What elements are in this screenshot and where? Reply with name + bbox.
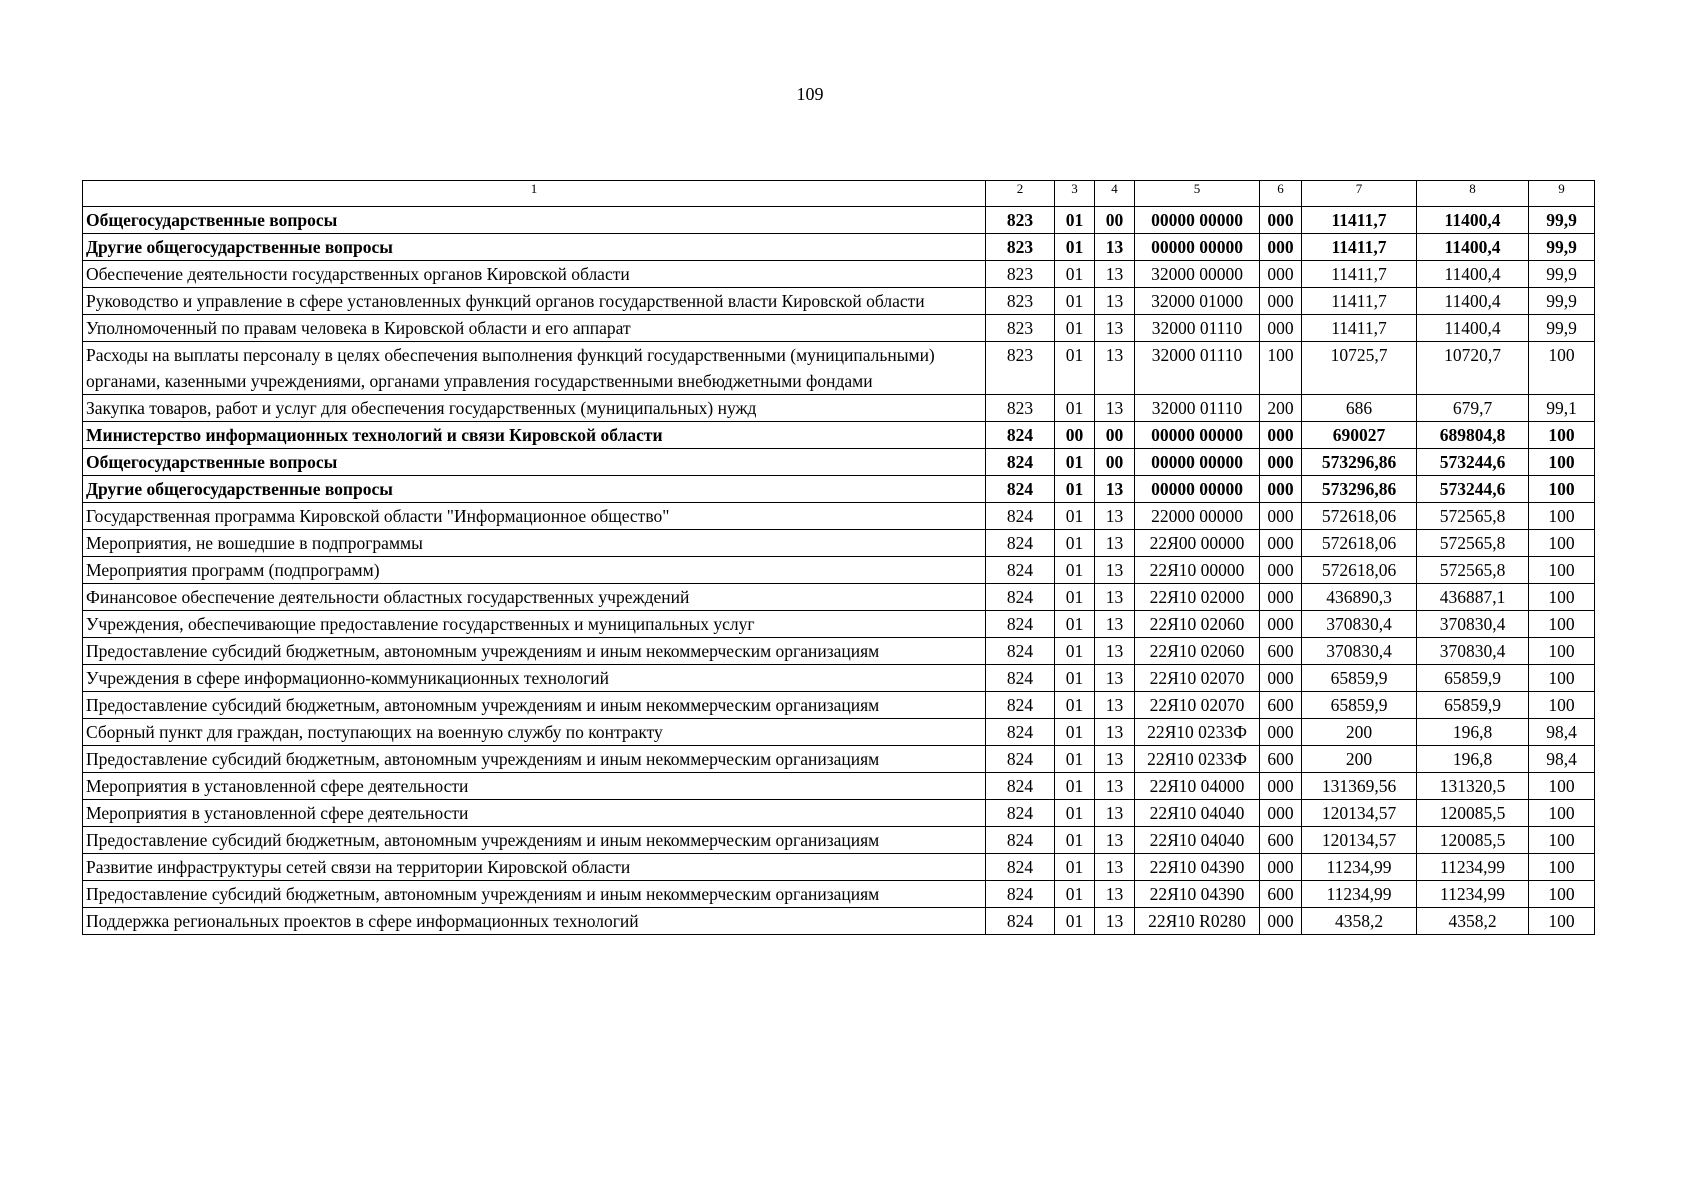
subsection-cell: 13	[1095, 908, 1135, 935]
item-name-cell: Учреждения, обеспечивающие предоставление государственных и муниципальных услуг	[83, 611, 986, 638]
column-header: 9	[1529, 181, 1595, 207]
target-code-cell: 22Я10 04040	[1135, 800, 1260, 827]
item-name-cell: Предоставление субсидий бюджетным, автономным учреждениям и иным некоммерческим организациям	[83, 881, 986, 908]
item-name-cell: Министерство информационных технологий и связи Кировской области	[83, 422, 986, 449]
code-cell: 824	[986, 746, 1055, 773]
subsection-cell: 13	[1095, 827, 1135, 854]
header-row	[83, 181, 1595, 207]
section-cell: 01	[1055, 395, 1095, 422]
section-cell: 01	[1055, 800, 1095, 827]
planned-cell: 120134,57	[1302, 827, 1417, 854]
table-row	[83, 261, 1595, 288]
percent-cell: 98,4	[1529, 746, 1595, 773]
actual-cell: 436887,1	[1417, 584, 1529, 611]
section-cell: 01	[1055, 207, 1095, 234]
expense-type-cell: 000	[1260, 773, 1302, 800]
code-cell: 824	[986, 503, 1055, 530]
percent-cell: 99,1	[1529, 395, 1595, 422]
code-cell: 823	[986, 315, 1055, 342]
item-name-cell: Руководство и управление в сфере установленных функций органов государственной власти Кировской области	[83, 288, 986, 315]
subsection-cell: 13	[1095, 234, 1135, 261]
section-cell: 01	[1055, 315, 1095, 342]
item-name-cell: Финансовое обеспечение деятельности областных государственных учреждений	[83, 584, 986, 611]
subsection-cell: 13	[1095, 261, 1135, 288]
item-name-cell: Государственная программа Кировской области "Информационное общество"	[83, 503, 986, 530]
code-cell: 824	[986, 854, 1055, 881]
column-header: 7	[1302, 181, 1417, 207]
code-cell: 824	[986, 530, 1055, 557]
section-cell: 01	[1055, 665, 1095, 692]
code-cell: 824	[986, 611, 1055, 638]
percent-cell: 100	[1529, 881, 1595, 908]
planned-cell: 11411,7	[1302, 261, 1417, 288]
planned-cell: 4358,2	[1302, 908, 1417, 935]
percent-cell: 100	[1529, 476, 1595, 503]
section-cell: 01	[1055, 557, 1095, 584]
column-header: 2	[986, 181, 1055, 207]
budget-table	[82, 180, 1595, 935]
code-cell: 824	[986, 557, 1055, 584]
table-row	[83, 395, 1595, 422]
subsection-cell: 13	[1095, 719, 1135, 746]
target-code-cell: 32000 01110	[1135, 395, 1260, 422]
expense-type-cell: 000	[1260, 315, 1302, 342]
target-code-cell: 22Я10 02060	[1135, 611, 1260, 638]
table-body	[83, 181, 1595, 935]
actual-cell: 679,7	[1417, 395, 1529, 422]
expense-type-cell: 000	[1260, 288, 1302, 315]
column-header: 1	[83, 181, 986, 207]
planned-cell: 572618,06	[1302, 557, 1417, 584]
target-code-cell: 22Я10 02060	[1135, 638, 1260, 665]
table-row	[83, 315, 1595, 342]
item-name-cell: Предоставление субсидий бюджетным, автономным учреждениям и иным некоммерческим организациям	[83, 827, 986, 854]
item-name-cell: Предоставление субсидий бюджетным, автономным учреждениям и иным некоммерческим организациям	[83, 746, 986, 773]
item-name-cell: Общегосударственные вопросы	[83, 449, 986, 476]
item-name-cell: Развитие инфраструктуры сетей связи на территории Кировской области	[83, 854, 986, 881]
section-cell: 01	[1055, 719, 1095, 746]
target-code-cell: 22Я10 04390	[1135, 854, 1260, 881]
percent-cell: 100	[1529, 665, 1595, 692]
code-cell: 824	[986, 773, 1055, 800]
subsection-cell: 00	[1095, 422, 1135, 449]
planned-cell: 690027	[1302, 422, 1417, 449]
planned-cell: 436890,3	[1302, 584, 1417, 611]
subsection-cell: 13	[1095, 854, 1135, 881]
table-row	[83, 746, 1595, 773]
section-cell: 01	[1055, 611, 1095, 638]
section-cell: 01	[1055, 692, 1095, 719]
planned-cell: 65859,9	[1302, 665, 1417, 692]
expense-type-cell: 200	[1260, 395, 1302, 422]
percent-cell: 100	[1529, 773, 1595, 800]
item-name-cell: Расходы на выплаты персоналу в целях обеспечения выполнения функций государственными (муниципальными) органами, казенными учреждениями, органами управления государственными внебюджетными фондами	[83, 342, 986, 395]
table-row	[83, 773, 1595, 800]
actual-cell: 11234,99	[1417, 854, 1529, 881]
subsection-cell: 13	[1095, 530, 1135, 557]
actual-cell: 120085,5	[1417, 800, 1529, 827]
target-code-cell: 22Я10 0233Ф	[1135, 746, 1260, 773]
target-code-cell: 22Я10 04390	[1135, 881, 1260, 908]
item-name-cell: Предоставление субсидий бюджетным, автономным учреждениям и иным некоммерческим организациям	[83, 692, 986, 719]
percent-cell: 100	[1529, 638, 1595, 665]
section-cell: 01	[1055, 234, 1095, 261]
code-cell: 824	[986, 638, 1055, 665]
target-code-cell: 22000 00000	[1135, 503, 1260, 530]
table-row	[83, 854, 1595, 881]
table-row	[83, 584, 1595, 611]
planned-cell: 370830,4	[1302, 611, 1417, 638]
expense-type-cell: 000	[1260, 503, 1302, 530]
section-cell: 01	[1055, 288, 1095, 315]
percent-cell: 100	[1529, 908, 1595, 935]
code-cell: 823	[986, 261, 1055, 288]
column-header: 8	[1417, 181, 1529, 207]
subsection-cell: 13	[1095, 692, 1135, 719]
column-header: 4	[1095, 181, 1135, 207]
expense-type-cell: 000	[1260, 719, 1302, 746]
actual-cell: 370830,4	[1417, 638, 1529, 665]
item-name-cell: Мероприятия в установленной сфере деятельности	[83, 773, 986, 800]
column-header: 5	[1135, 181, 1260, 207]
table-row	[83, 476, 1595, 503]
expense-type-cell: 000	[1260, 234, 1302, 261]
code-cell: 823	[986, 234, 1055, 261]
actual-cell: 11400,4	[1417, 207, 1529, 234]
percent-cell: 100	[1529, 530, 1595, 557]
table-row	[83, 692, 1595, 719]
item-name-cell: Общегосударственные вопросы	[83, 207, 986, 234]
section-cell: 01	[1055, 342, 1095, 395]
subsection-cell: 13	[1095, 503, 1135, 530]
code-cell: 824	[986, 692, 1055, 719]
target-code-cell: 32000 00000	[1135, 261, 1260, 288]
section-cell: 01	[1055, 584, 1095, 611]
planned-cell: 200	[1302, 746, 1417, 773]
code-cell: 824	[986, 800, 1055, 827]
planned-cell: 10725,7	[1302, 342, 1417, 395]
item-name-cell: Предоставление субсидий бюджетным, автономным учреждениям и иным некоммерческим организациям	[83, 638, 986, 665]
actual-cell: 11400,4	[1417, 288, 1529, 315]
section-cell: 00	[1055, 422, 1095, 449]
subsection-cell: 13	[1095, 315, 1135, 342]
expense-type-cell: 600	[1260, 827, 1302, 854]
expense-type-cell: 000	[1260, 422, 1302, 449]
code-cell: 824	[986, 827, 1055, 854]
section-cell: 01	[1055, 881, 1095, 908]
planned-cell: 686	[1302, 395, 1417, 422]
percent-cell: 100	[1529, 449, 1595, 476]
target-code-cell: 22Я10 R0280	[1135, 908, 1260, 935]
table-row	[83, 665, 1595, 692]
code-cell: 824	[986, 449, 1055, 476]
actual-cell: 10720,7	[1417, 342, 1529, 395]
section-cell: 01	[1055, 746, 1095, 773]
target-code-cell: 22Я10 02070	[1135, 665, 1260, 692]
item-name-cell: Закупка товаров, работ и услуг для обеспечения государственных (муниципальных) нужд	[83, 395, 986, 422]
code-cell: 823	[986, 342, 1055, 395]
actual-cell: 11400,4	[1417, 234, 1529, 261]
planned-cell: 573296,86	[1302, 476, 1417, 503]
actual-cell: 120085,5	[1417, 827, 1529, 854]
target-code-cell: 32000 01110	[1135, 315, 1260, 342]
planned-cell: 11411,7	[1302, 288, 1417, 315]
subsection-cell: 00	[1095, 207, 1135, 234]
subsection-cell: 13	[1095, 638, 1135, 665]
code-cell: 823	[986, 395, 1055, 422]
code-cell: 824	[986, 584, 1055, 611]
subsection-cell: 13	[1095, 665, 1135, 692]
percent-cell: 100	[1529, 503, 1595, 530]
table-row	[83, 342, 1595, 395]
expense-type-cell: 000	[1260, 530, 1302, 557]
planned-cell: 572618,06	[1302, 530, 1417, 557]
actual-cell: 131320,5	[1417, 773, 1529, 800]
actual-cell: 11400,4	[1417, 261, 1529, 288]
table-row	[83, 557, 1595, 584]
target-code-cell: 32000 01000	[1135, 288, 1260, 315]
item-name-cell: Мероприятия программ (подпрограмм)	[83, 557, 986, 584]
table-row	[83, 503, 1595, 530]
percent-cell: 100	[1529, 342, 1595, 395]
subsection-cell: 13	[1095, 773, 1135, 800]
actual-cell: 11234,99	[1417, 881, 1529, 908]
item-name-cell: Мероприятия, не вошедшие в подпрограммы	[83, 530, 986, 557]
planned-cell: 11411,7	[1302, 315, 1417, 342]
percent-cell: 100	[1529, 584, 1595, 611]
item-name-cell: Уполномоченный по правам человека в Кировской области и его аппарат	[83, 315, 986, 342]
item-name-cell: Учреждения в сфере информационно-коммуникационных технологий	[83, 665, 986, 692]
target-code-cell: 22Я10 04040	[1135, 827, 1260, 854]
section-cell: 01	[1055, 908, 1095, 935]
expense-type-cell: 000	[1260, 908, 1302, 935]
planned-cell: 11234,99	[1302, 854, 1417, 881]
expense-type-cell: 000	[1260, 557, 1302, 584]
actual-cell: 573244,6	[1417, 476, 1529, 503]
percent-cell: 99,9	[1529, 207, 1595, 234]
expense-type-cell: 600	[1260, 692, 1302, 719]
target-code-cell: 22Я10 00000	[1135, 557, 1260, 584]
subsection-cell: 13	[1095, 395, 1135, 422]
code-cell: 824	[986, 881, 1055, 908]
percent-cell: 99,9	[1529, 288, 1595, 315]
expense-type-cell: 000	[1260, 207, 1302, 234]
actual-cell: 4358,2	[1417, 908, 1529, 935]
table-row	[83, 449, 1595, 476]
section-cell: 01	[1055, 773, 1095, 800]
table-row	[83, 881, 1595, 908]
planned-cell: 370830,4	[1302, 638, 1417, 665]
actual-cell: 65859,9	[1417, 665, 1529, 692]
expense-type-cell: 000	[1260, 449, 1302, 476]
table-row	[83, 800, 1595, 827]
item-name-cell: Поддержка региональных проектов в сфере информационных технологий	[83, 908, 986, 935]
item-name-cell: Мероприятия в установленной сфере деятельности	[83, 800, 986, 827]
planned-cell: 11234,99	[1302, 881, 1417, 908]
target-code-cell: 32000 01110	[1135, 342, 1260, 395]
percent-cell: 99,9	[1529, 261, 1595, 288]
section-cell: 01	[1055, 503, 1095, 530]
percent-cell: 99,9	[1529, 234, 1595, 261]
subsection-cell: 13	[1095, 584, 1135, 611]
planned-cell: 120134,57	[1302, 800, 1417, 827]
planned-cell: 11411,7	[1302, 207, 1417, 234]
planned-cell: 131369,56	[1302, 773, 1417, 800]
target-code-cell: 00000 00000	[1135, 234, 1260, 261]
percent-cell: 100	[1529, 692, 1595, 719]
page-number: 109	[796, 84, 824, 104]
subsection-cell: 00	[1095, 449, 1135, 476]
actual-cell: 572565,8	[1417, 503, 1529, 530]
expense-type-cell: 600	[1260, 638, 1302, 665]
code-cell: 823	[986, 207, 1055, 234]
code-cell: 824	[986, 719, 1055, 746]
subsection-cell: 13	[1095, 288, 1135, 315]
item-name-cell: Обеспечение деятельности государственных органов Кировской области	[83, 261, 986, 288]
actual-cell: 196,8	[1417, 746, 1529, 773]
actual-cell: 11400,4	[1417, 315, 1529, 342]
target-code-cell: 00000 00000	[1135, 207, 1260, 234]
target-code-cell: 00000 00000	[1135, 476, 1260, 503]
percent-cell: 99,9	[1529, 315, 1595, 342]
table-row	[83, 288, 1595, 315]
section-cell: 01	[1055, 854, 1095, 881]
target-code-cell: 22Я10 02000	[1135, 584, 1260, 611]
item-name-cell: Другие общегосударственные вопросы	[83, 234, 986, 261]
subsection-cell: 13	[1095, 881, 1135, 908]
expense-type-cell: 000	[1260, 476, 1302, 503]
subsection-cell: 13	[1095, 611, 1135, 638]
planned-cell: 200	[1302, 719, 1417, 746]
expense-type-cell: 000	[1260, 611, 1302, 638]
table-row	[83, 530, 1595, 557]
actual-cell: 572565,8	[1417, 557, 1529, 584]
percent-cell: 100	[1529, 557, 1595, 584]
expense-type-cell: 000	[1260, 261, 1302, 288]
percent-cell: 100	[1529, 800, 1595, 827]
target-code-cell: 00000 00000	[1135, 449, 1260, 476]
expense-type-cell: 100	[1260, 342, 1302, 395]
actual-cell: 572565,8	[1417, 530, 1529, 557]
code-cell: 824	[986, 476, 1055, 503]
expense-type-cell: 600	[1260, 881, 1302, 908]
expense-type-cell: 000	[1260, 800, 1302, 827]
target-code-cell: 22Я10 0233Ф	[1135, 719, 1260, 746]
table-row	[83, 908, 1595, 935]
column-header: 3	[1055, 181, 1095, 207]
target-code-cell: 22Я10 04000	[1135, 773, 1260, 800]
percent-cell: 98,4	[1529, 719, 1595, 746]
planned-cell: 65859,9	[1302, 692, 1417, 719]
planned-cell: 573296,86	[1302, 449, 1417, 476]
item-name-cell: Другие общегосударственные вопросы	[83, 476, 986, 503]
percent-cell: 100	[1529, 422, 1595, 449]
target-code-cell: 00000 00000	[1135, 422, 1260, 449]
table-row	[83, 611, 1595, 638]
actual-cell: 689804,8	[1417, 422, 1529, 449]
code-cell: 824	[986, 422, 1055, 449]
expense-type-cell: 000	[1260, 854, 1302, 881]
subsection-cell: 13	[1095, 476, 1135, 503]
code-cell: 824	[986, 908, 1055, 935]
code-cell: 823	[986, 288, 1055, 315]
expense-type-cell: 000	[1260, 584, 1302, 611]
percent-cell: 100	[1529, 854, 1595, 881]
table-row	[83, 719, 1595, 746]
subsection-cell: 13	[1095, 746, 1135, 773]
actual-cell: 370830,4	[1417, 611, 1529, 638]
section-cell: 01	[1055, 261, 1095, 288]
section-cell: 01	[1055, 827, 1095, 854]
subsection-cell: 13	[1095, 800, 1135, 827]
section-cell: 01	[1055, 476, 1095, 503]
section-cell: 01	[1055, 449, 1095, 476]
table-row	[83, 234, 1595, 261]
section-cell: 01	[1055, 530, 1095, 557]
planned-cell: 11411,7	[1302, 234, 1417, 261]
table-row	[83, 638, 1595, 665]
subsection-cell: 13	[1095, 557, 1135, 584]
table-row	[83, 422, 1595, 449]
section-cell: 01	[1055, 638, 1095, 665]
subsection-cell: 13	[1095, 342, 1135, 395]
planned-cell: 572618,06	[1302, 503, 1417, 530]
item-name-cell: Сборный пункт для граждан, поступающих на военную службу по контракту	[83, 719, 986, 746]
actual-cell: 196,8	[1417, 719, 1529, 746]
percent-cell: 100	[1529, 611, 1595, 638]
expense-type-cell: 600	[1260, 746, 1302, 773]
code-cell: 824	[986, 665, 1055, 692]
actual-cell: 65859,9	[1417, 692, 1529, 719]
actual-cell: 573244,6	[1417, 449, 1529, 476]
percent-cell: 100	[1529, 827, 1595, 854]
column-header: 6	[1260, 181, 1302, 207]
table-row	[83, 827, 1595, 854]
expense-type-cell: 000	[1260, 665, 1302, 692]
target-code-cell: 22Я00 00000	[1135, 530, 1260, 557]
table-row	[83, 207, 1595, 234]
target-code-cell: 22Я10 02070	[1135, 692, 1260, 719]
